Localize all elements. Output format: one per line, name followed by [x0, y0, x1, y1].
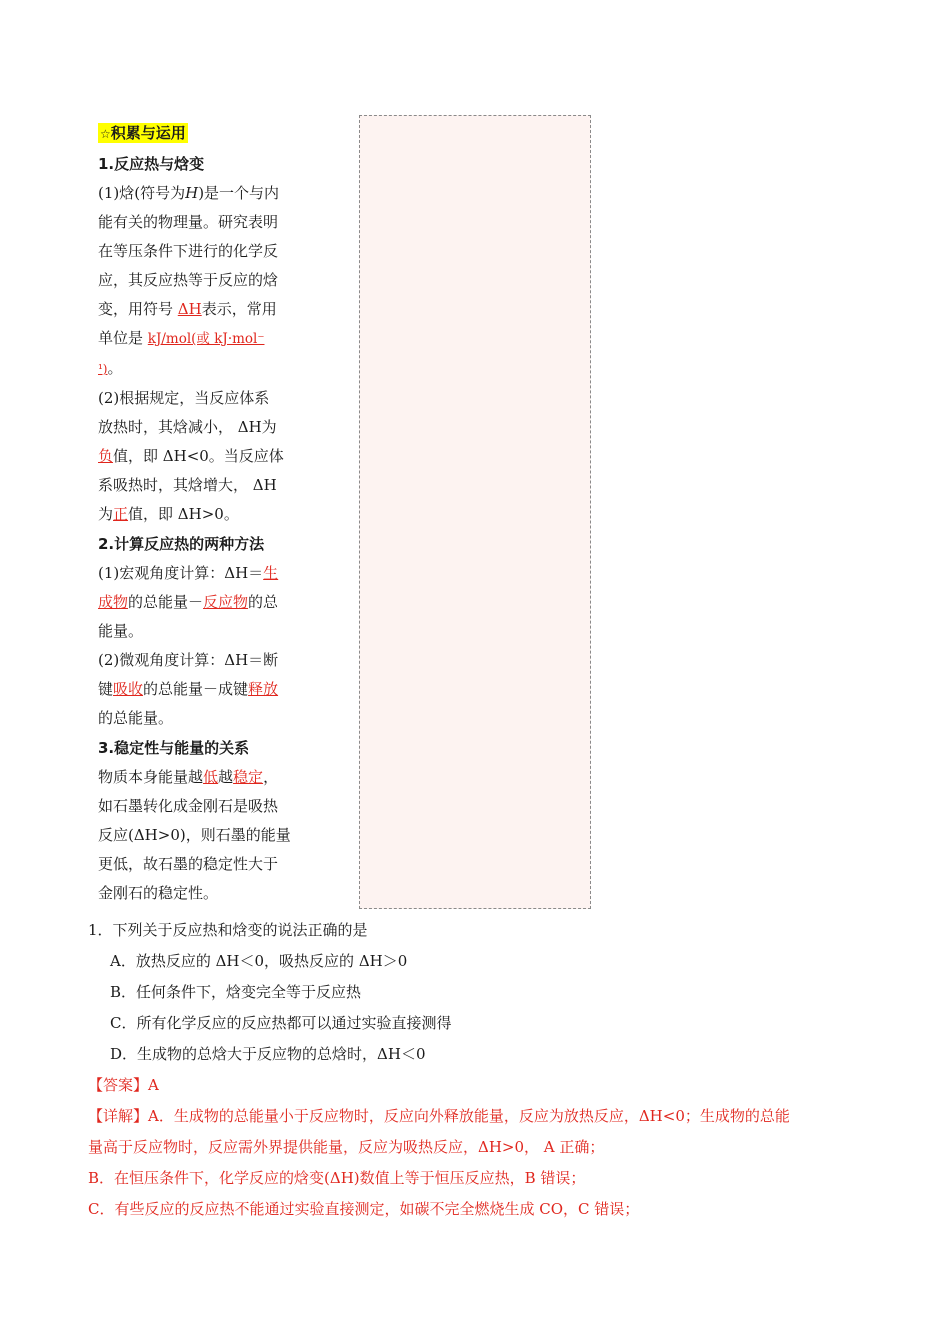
option-a: A．放热反应的 ΔH＜0，吸热反应的 ΔH＞0 — [110, 952, 408, 970]
section-2-line-4: (2)微观角度计算：ΔH＝断 — [98, 651, 279, 669]
fill-blank-product-a: 生 — [263, 564, 279, 582]
section-1-line-1: (1)焓(符号为H)是一个与内 — [98, 184, 280, 202]
answer-line — [88, 1070, 888, 1101]
fill-blank-stable: 稳定 — [233, 768, 264, 786]
section-2-line-1: (1)宏观角度计算：ΔH＝生 — [98, 564, 279, 582]
knowledge-header-highlight — [98, 123, 188, 143]
detail-label: 【详解】 — [88, 1107, 149, 1125]
section-3-line-5: 金刚石的稳定性。 — [98, 884, 219, 902]
fill-blank-low: 低 — [203, 768, 219, 786]
fill-blank-delta-h: ΔH — [177, 300, 202, 318]
section-1-line-9: 放热时，其焓减小， ΔH为 — [98, 418, 277, 436]
answer-value: A — [148, 1076, 159, 1094]
question-stem: 1．下列关于反应热和焓变的说法正确的是 — [88, 921, 368, 939]
section-2-line-5: 键吸收的总能量－成键释放 — [98, 680, 279, 698]
section-1-line-11: 系吸热时，其焓增大， ΔH — [98, 476, 277, 494]
section-2-title: 2.计算反应热的两种方法 — [98, 535, 265, 553]
knowledge-column — [98, 118, 318, 908]
section-3-title: 3.稳定性与能量的关系 — [98, 739, 250, 757]
section-2-line-2: 成物的总能量－反应物的总 — [98, 593, 279, 611]
fill-blank-negative: 负 — [98, 447, 114, 465]
section-3-line-3: 反应(ΔH>0)，则石墨的能量 — [98, 826, 291, 844]
section-3-line-4: 更低，故石墨的稳定性大于 — [98, 855, 279, 873]
knowledge-header-title: 积累与运用 — [110, 124, 186, 142]
detail-line-3: B．在恒压条件下，化学反应的焓变(ΔH)数值上等于恒压反应热，B 错误； — [88, 1169, 586, 1187]
fill-blank-positive: 正 — [113, 505, 129, 523]
note-box — [359, 115, 591, 909]
section-1-line-12: 为正值，即 ΔH>0。 — [98, 505, 239, 523]
section-1-line-7: ¹)。 — [98, 359, 123, 377]
question-block — [88, 915, 888, 1225]
option-d: D．生成物的总焓大于反应物的总焓时，ΔH＜0 — [110, 1045, 426, 1063]
star-icon: ☆ — [100, 127, 111, 141]
section-1-line-4: 应，其反应热等于反应的焓 — [98, 271, 279, 289]
section-1-line-2: 能有关的物理量。研究表明 — [98, 213, 279, 231]
section-1-title: 1.反应热与焓变 — [98, 155, 205, 173]
fill-blank-reactant: 反应物 — [203, 593, 249, 611]
fill-blank-unit-end: ¹) — [98, 362, 108, 376]
section-3-line-2: 如石墨转化成金刚石是吸热 — [98, 797, 279, 815]
knowledge-header — [98, 118, 318, 149]
fill-blank-unit: kJ/mol(或 kJ·mol⁻ — [147, 331, 265, 347]
section-2-line-6: 的总能量。 — [98, 709, 174, 727]
fill-blank-product-b: 成物 — [98, 593, 129, 611]
option-b: B．任何条件下，焓变完全等于反应热 — [110, 983, 362, 1001]
detail-line-4: C．有些反应的反应热不能通过实验直接测定，如碳不完全燃烧生成 CO，C 错误； — [88, 1200, 640, 1218]
section-3-line-1: 物质本身能量越低越稳定， — [98, 768, 279, 786]
section-1-line-10: 负值，即 ΔH<0。当反应体 — [98, 447, 284, 465]
option-c: C．所有化学反应的反应热都可以通过实验直接测得 — [110, 1014, 452, 1032]
section-1-line-6: 单位是 kJ/mol(或 kJ·mol⁻ — [98, 329, 265, 347]
fill-blank-release: 释放 — [248, 680, 279, 698]
section-1-line-5: 变，用符号 ΔH表示，常用 — [98, 300, 277, 318]
detail-line-2: 量高于反应物时，反应需外界提供能量，反应为吸热反应，ΔH>0， A 正确； — [88, 1138, 605, 1156]
section-1-line-3: 在等压条件下进行的化学反 — [98, 242, 279, 260]
fill-blank-absorb: 吸收 — [113, 680, 144, 698]
answer-label: 【答案】 — [88, 1076, 149, 1094]
section-1-line-8: (2)根据规定，当反应体系 — [98, 389, 270, 407]
section-2-line-3: 能量。 — [98, 622, 144, 640]
detail-line-1: 【详解】A．生成物的总能量小于反应物时，反应向外释放能量，反应为放热反应，ΔH<0；生成物的总能 — [88, 1107, 790, 1125]
